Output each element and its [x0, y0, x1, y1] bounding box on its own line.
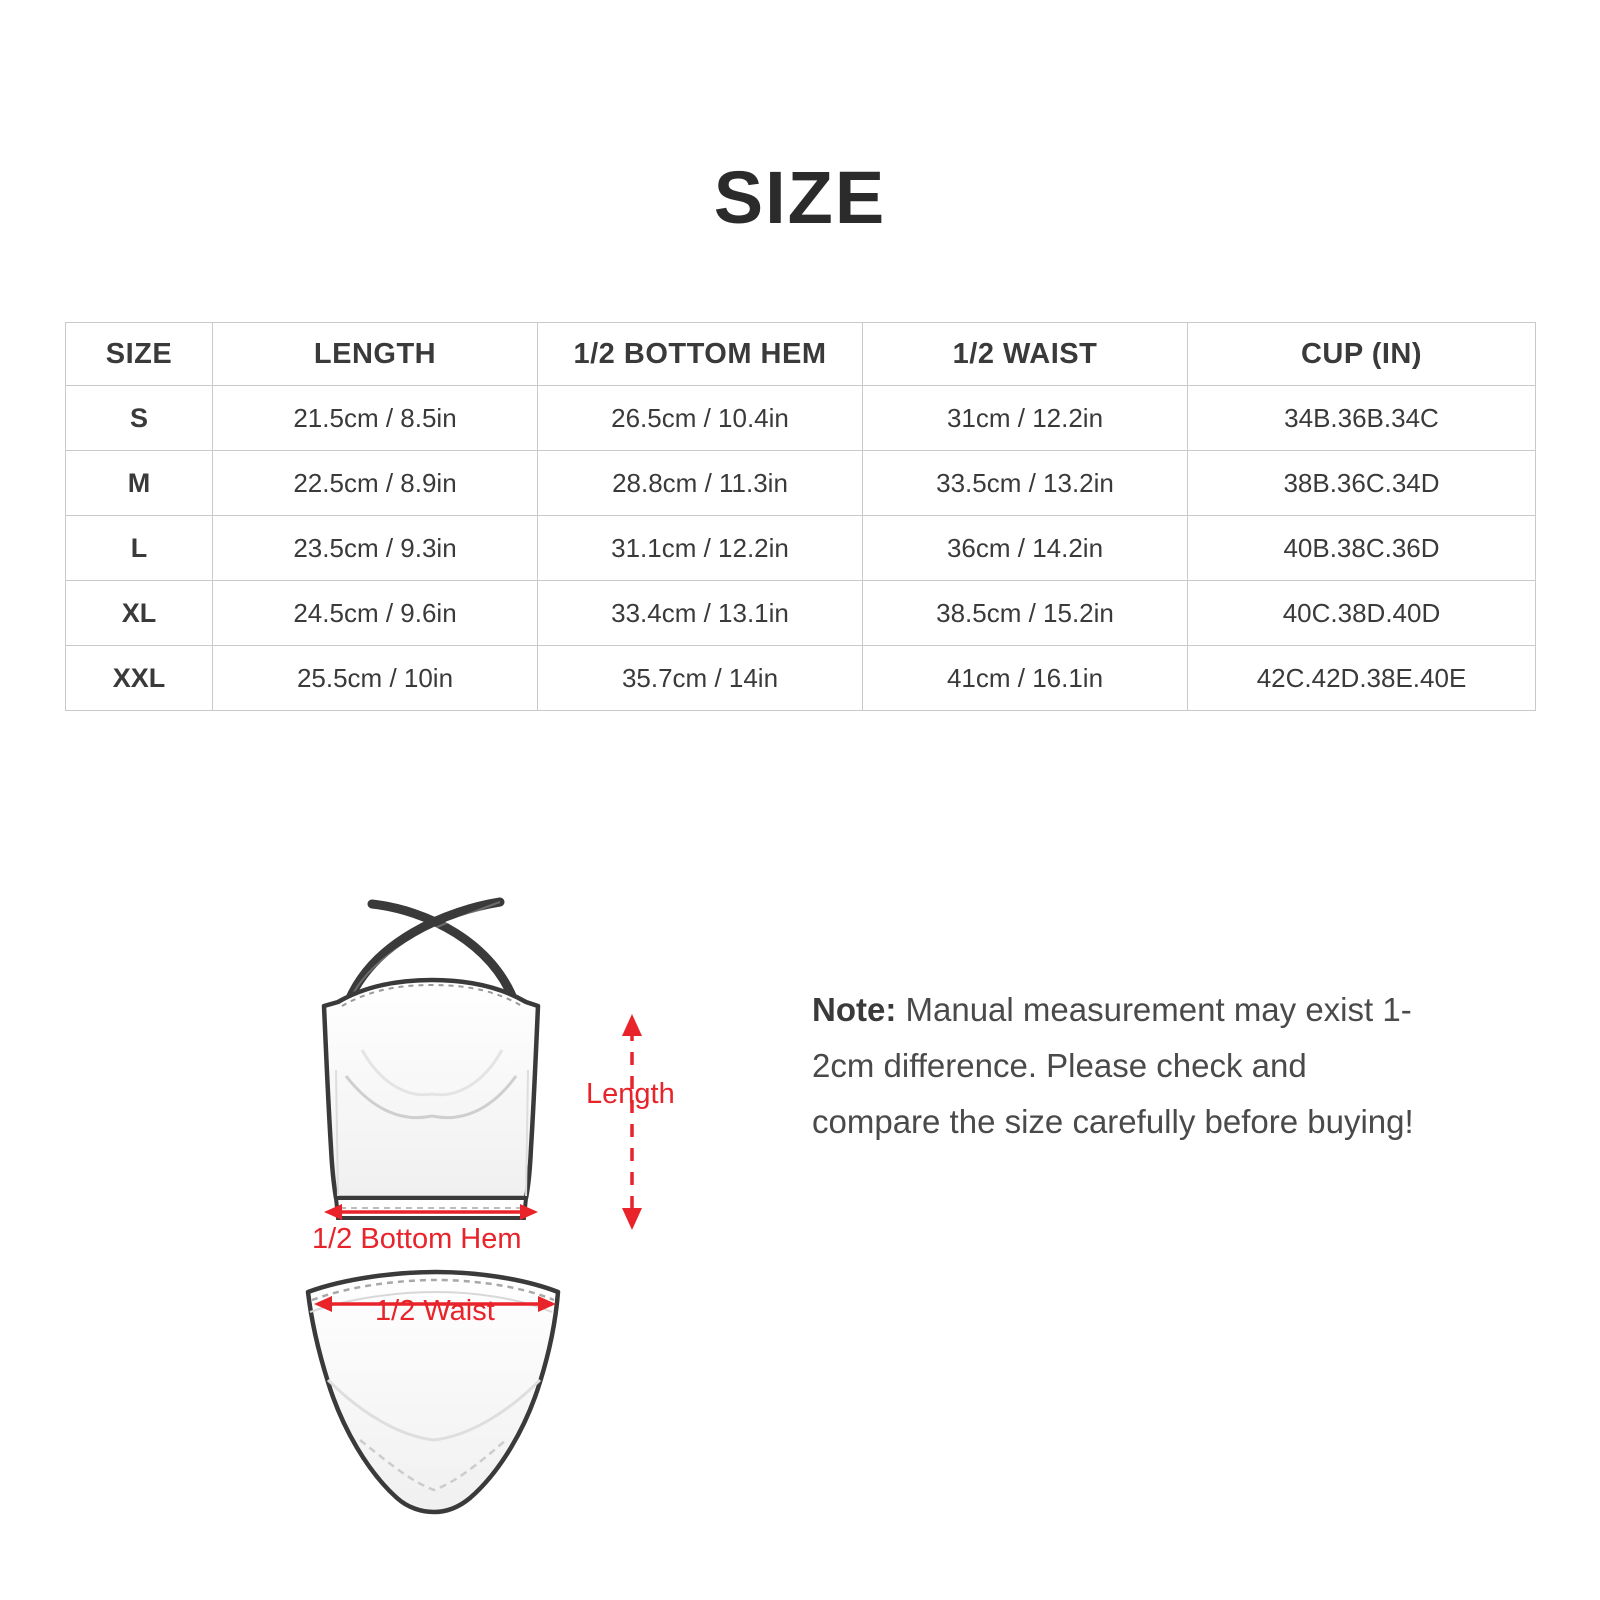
cell-waist: 31cm / 12.2in [863, 386, 1188, 451]
cell-size: XL [66, 581, 213, 646]
cell-waist: 36cm / 14.2in [863, 516, 1188, 581]
cell-cup: 38B.36C.34D [1188, 451, 1536, 516]
table-row [66, 386, 1536, 451]
page-title: SIZE [713, 156, 887, 239]
cell-bottom-hem: 31.1cm / 12.2in [538, 516, 863, 581]
cell-cup: 34B.36B.34C [1188, 386, 1536, 451]
size-chart-table [65, 322, 1535, 711]
cell-bottom-hem: 28.8cm / 11.3in [538, 451, 863, 516]
cell-cup: 40C.38D.40D [1188, 581, 1536, 646]
table-row [66, 581, 1536, 646]
cell-size: L [66, 516, 213, 581]
cell-length: 24.5cm / 9.6in [213, 581, 538, 646]
column-header-bottom-hem: 1/2 BOTTOM HEM [538, 323, 863, 386]
note-label: Note: [812, 991, 897, 1028]
note-block [812, 982, 1432, 1150]
cell-bottom-hem: 35.7cm / 14in [538, 646, 863, 711]
note-text: Manual measurement may exist 1-2cm difference. Please check and compare the size carefully before buying! [812, 991, 1414, 1140]
waist-label: 1/2 Waist [375, 1295, 495, 1327]
bottom-hem-label: 1/2 Bottom Hem [312, 1223, 522, 1255]
cell-cup: 40B.38C.36D [1188, 516, 1536, 581]
cell-length: 22.5cm / 8.9in [213, 451, 538, 516]
cell-bottom-hem: 26.5cm / 10.4in [538, 386, 863, 451]
table-header-row [66, 323, 1536, 386]
cell-length: 23.5cm / 9.3in [213, 516, 538, 581]
cell-length: 21.5cm / 8.5in [213, 386, 538, 451]
cell-size: M [66, 451, 213, 516]
column-header-size: SIZE [66, 323, 213, 386]
table-row [66, 516, 1536, 581]
cell-waist: 38.5cm / 15.2in [863, 581, 1188, 646]
column-header-cup: CUP (IN) [1188, 323, 1536, 386]
cell-length: 25.5cm / 10in [213, 646, 538, 711]
cell-size: S [66, 386, 213, 451]
table-row [66, 451, 1536, 516]
length-measure-arrow [590, 1010, 720, 1235]
length-label: Length [586, 1078, 675, 1110]
cell-size: XXL [66, 646, 213, 711]
column-header-waist: 1/2 WAIST [863, 323, 1188, 386]
cell-waist: 33.5cm / 13.2in [863, 451, 1188, 516]
column-header-length: LENGTH [213, 323, 538, 386]
cell-bottom-hem: 33.4cm / 13.1in [538, 581, 863, 646]
cell-waist: 41cm / 16.1in [863, 646, 1188, 711]
table-row [66, 646, 1536, 711]
cell-cup: 42C.42D.38E.40E [1188, 646, 1536, 711]
